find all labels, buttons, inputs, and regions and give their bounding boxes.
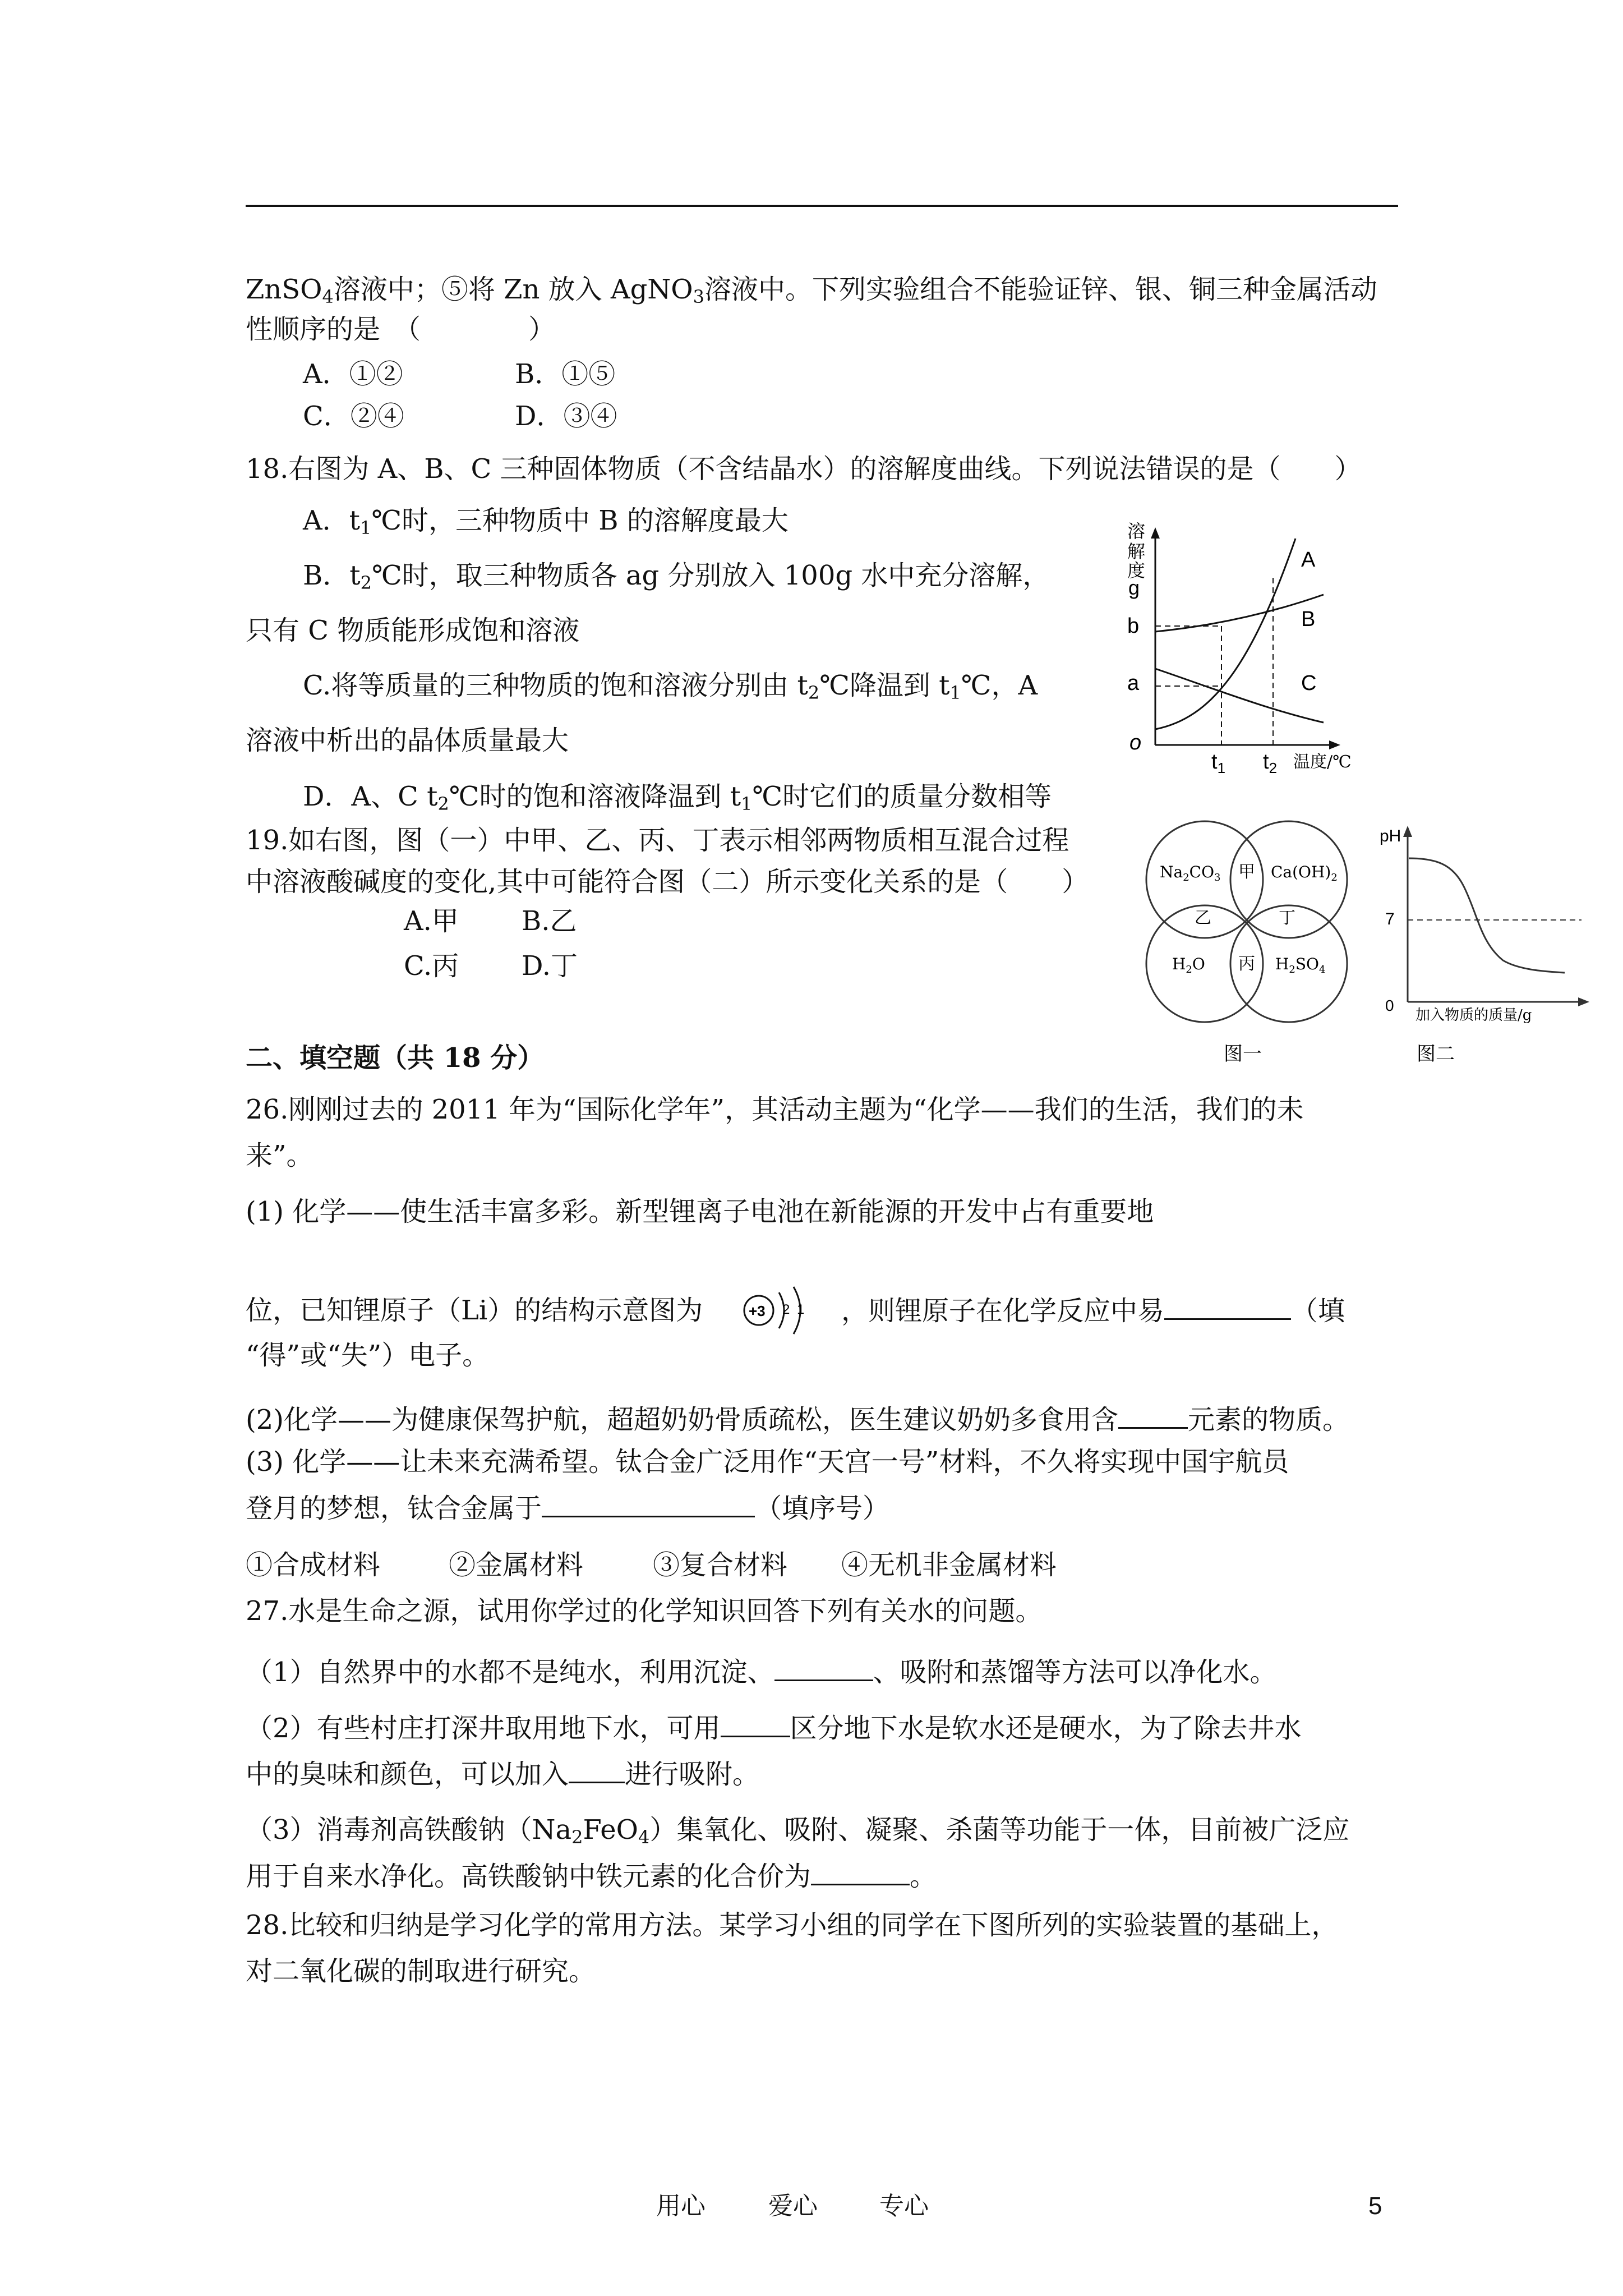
sol-label-a: A: [1301, 548, 1316, 572]
sol-tick-a: a: [1127, 671, 1140, 695]
q18-option-a: A．$t_1℃$时，三种物质中 B 的溶解度最大: [303, 505, 789, 539]
q26-option-3: ③复合材料: [653, 1549, 788, 1581]
venn-label-ding: 丁: [1279, 908, 1295, 928]
venn-label-h2o: $H_2O$: [1172, 955, 1205, 976]
footer-word-3: 专心: [879, 2192, 929, 2220]
sol-curve-a: [1155, 539, 1295, 729]
q26-option-1: ①合成材料: [246, 1549, 381, 1581]
q26-blank-3[interactable]: [542, 1491, 755, 1517]
ph-origin: 0: [1385, 997, 1394, 1014]
q27-part1: （1）自然界中的水都不是纯水，利用沉淀、 、吸附和蒸馏等方法可以净化水。: [246, 1655, 1277, 1689]
sol-label-b: B: [1301, 608, 1316, 631]
venn-label-caoh2: $Ca(OH)_2$: [1271, 863, 1338, 884]
sol-curve-c: [1155, 669, 1324, 723]
q28-line2: 对二氧化碳的制取进行研究。: [246, 1955, 596, 1987]
sol-tick-t1: $t_1$: [1211, 750, 1226, 776]
ph-y-arrow: [1403, 826, 1412, 837]
solubility-chart: [1099, 516, 1391, 780]
q19-option-c: C.丙: [404, 950, 459, 982]
q17-option-d: D．③④: [515, 401, 617, 432]
q27-part3: （3）消毒剂高铁酸钠$(Na_2FeO_4)$集氧化、吸附、凝聚、杀菌等功能于一体，目前被广泛应: [246, 1814, 1350, 1848]
q26-part3: (3) 化学——让未来充满希望。钛合金广泛用作“天宫一号”材料，不久将实现中国宇航员: [246, 1446, 1289, 1478]
q17-option-b: B．①⑤: [515, 358, 616, 390]
q27-blank-1[interactable]: [774, 1655, 873, 1681]
ph-caption: 图二: [1417, 1043, 1455, 1065]
ph-curve: [1409, 858, 1565, 973]
q18-option-c-cont: 溶液中析出的晶体质量最大: [246, 725, 569, 756]
footer-word-1: 用心: [656, 2192, 706, 2220]
atom-shell-2-electrons: 1: [797, 1302, 805, 1317]
venn-caption: 图一: [1224, 1043, 1262, 1065]
q18-stem: 18.右图为 A、B、C 三种固体物质（不含结晶水）的溶解度曲线。下列说法错误的是（ ）: [246, 453, 1362, 485]
q27-blank-4[interactable]: [811, 1859, 910, 1885]
q28-line1: 28.比较和归纳是学习化学的常用方法。某学习小组的同学在下图所列的实验装置的基础上，: [246, 1910, 1339, 1941]
q26-line1: 26.刚刚过去的 2011 年为“国际化学年”，其活动主题为“化学——我们的生活，我们的未: [246, 1094, 1304, 1125]
sol-ylabel-char-1: 溶: [1127, 521, 1146, 542]
page-number: 5: [1368, 2192, 1382, 2220]
ph-x-arrow: [1578, 997, 1589, 1006]
q17-option-c: C．②④: [303, 401, 404, 432]
sol-curve-b: [1155, 595, 1324, 632]
q19-option-d: D.丁: [522, 950, 578, 982]
q27-blank-3[interactable]: [569, 1757, 625, 1783]
sol-label-c: C: [1301, 671, 1317, 695]
venn-label-bing: 丙: [1238, 954, 1255, 974]
q27-part2: （2）有些村庄打深井取用地下水，可用 区分地下水是软水还是硬水，为了除去井水: [246, 1711, 1302, 1745]
ph-ylabel: pH: [1380, 827, 1401, 845]
q18-option-b: B．$t_2℃$时，取三种物质各 ag 分别放入 100g 水中充分溶解，: [303, 560, 1050, 593]
q26-part1: (1) 化学——使生活丰富多彩。新型锂离子电池在新能源的开发中占有重要地: [246, 1196, 1154, 1227]
q26-part1-cont-b: ，则锂原子在化学反应中易 （填: [841, 1294, 1345, 1328]
ph-tick-7: 7: [1385, 910, 1395, 928]
q26-part2: (2)化学——为健康保驾护航，超超奶奶骨质疏松，医生建议奶奶多食用含 元素的物质。: [246, 1402, 1349, 1437]
q27-stem: 27.水是生命之源，试用你学过的化学知识回答下列有关水的问题。: [246, 1595, 1043, 1627]
q26-part1-cont: 位，已知锂原子（Li）的结构示意图为: [246, 1295, 703, 1326]
q18-option-c: C.将等质量的三种物质的饱和溶液分别由 $t_2℃$降温到 $t_1℃$，A: [303, 670, 1038, 703]
q27-blank-2[interactable]: [721, 1711, 790, 1737]
q18-option-b-cont: 只有 C 物质能形成饱和溶液: [246, 615, 580, 646]
venn-label-na2co3: $Na_2CO_3$: [1160, 863, 1221, 884]
q26-blank-2[interactable]: [1118, 1402, 1188, 1429]
section-title: 二、填空题（共 18 分）: [246, 1042, 545, 1074]
sol-y-arrow: [1151, 527, 1160, 539]
q26-blank-1[interactable]: [1164, 1294, 1291, 1320]
q27-part3-cont: 用于自来水净化。高铁酸钠中铁元素的化合价为 。: [246, 1859, 937, 1893]
ph-xlabel: 加入物质的质量/g: [1415, 1007, 1532, 1024]
sol-y-unit: g: [1128, 576, 1140, 599]
q26-part3-cont: 登月的梦想，钛合金属于 （填序号）: [246, 1491, 889, 1525]
sol-tick-b: b: [1127, 614, 1140, 638]
q19-option-a: A.甲: [404, 905, 459, 937]
venn-label-jia: 甲: [1238, 862, 1255, 882]
ph-chart: [1368, 813, 1604, 1083]
atom-shell-1-electrons: 2: [782, 1302, 790, 1317]
sol-xlabel: 温度/℃: [1293, 752, 1352, 772]
sol-tick-t2: $t_2$: [1263, 750, 1278, 776]
header-rule: [246, 205, 1398, 207]
venn-label-h2so4: $H_2SO_4$: [1275, 955, 1326, 976]
q27-part2-cont: 中的臭味和颜色，可以加入 进行吸附。: [246, 1757, 759, 1791]
q19-line1: 19.如右图，图（一）中甲、乙、丙、丁表示相邻两物质相互混合过程: [246, 825, 1069, 856]
q19-line2: 中溶液酸碱度的变化,其中可能符合图（二）所示变化关系的是（ ）: [246, 866, 1089, 898]
lithium-atom-diagram: [737, 1280, 816, 1342]
q17-line1: ZnSO$_4$溶液中；⑤将 Zn 放入 AgNO$_3$溶液中。下列实验组合不能验证锌、银、铜三种金属活动: [246, 274, 1378, 307]
venn-diagram: [1138, 813, 1374, 1083]
sol-ylabel-char-3: 度: [1127, 560, 1146, 581]
q17-option-a: A．①②: [303, 358, 403, 390]
sol-origin: o: [1129, 731, 1142, 754]
q18-option-d: D．A、C $t_2℃$时的饱和溶液降温到 $t_1℃$时它们的质量分数相等: [303, 781, 1052, 815]
q26-option-4: ④无机非金属材料: [841, 1549, 1057, 1581]
q26-option-2: ②金属材料: [449, 1549, 584, 1581]
sol-ylabel-char-2: 解: [1127, 541, 1146, 562]
q17-line2: 性顺序的是 （ ）: [246, 314, 556, 345]
q19-option-b: B.乙: [522, 905, 577, 937]
footer-word-2: 爱心: [768, 2192, 818, 2220]
atom-nucleus-charge: +3: [749, 1303, 766, 1319]
q26-part1-end: “得”或“失”）电子。: [246, 1340, 490, 1371]
sol-x-arrow: [1329, 740, 1340, 749]
venn-label-yi: 乙: [1195, 908, 1211, 928]
q26-line2: 来”。: [246, 1140, 313, 1171]
